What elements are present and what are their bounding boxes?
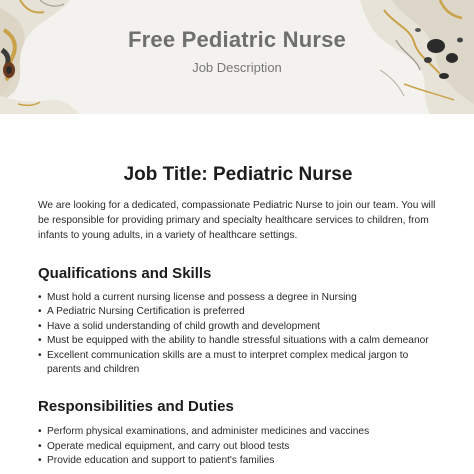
bullet-icon: • (38, 320, 42, 332)
qualifications-heading: Qualifications and Skills (38, 265, 212, 282)
list-item (38, 305, 438, 319)
intro-paragraph: We are looking for a dedicated, compassionate Pediatric Nurse to join our team. You will be responsible for providing primary and specialty healthcare services to children, from infants to young adults, in a variety of healthcare settings. (38, 200, 436, 241)
list-item-text: Perform physical examinations, and administer medicines and vaccines (47, 426, 370, 438)
list-item-text: Must hold a current nursing license and possess a degree in Nursing (47, 292, 357, 303)
bullet-icon: • (38, 349, 42, 361)
list-item-text: Excellent communication skills are a must to interpret complex medical jargon to parents and children (47, 349, 409, 376)
list-item (38, 425, 438, 439)
bullet-icon: • (38, 426, 42, 438)
bullet-icon: • (38, 440, 42, 452)
qualifications-list (38, 291, 438, 377)
bullet-icon: • (38, 306, 42, 318)
list-item (38, 291, 438, 305)
job-title-heading: Job Title: Pediatric Nurse (123, 164, 353, 185)
list-item-text: Must be equipped with the ability to handle stressful situations with a calm demeanor (47, 335, 429, 347)
bullet-icon: • (38, 292, 42, 303)
marble-ink-decoration-icon (0, 0, 474, 114)
responsibilities-list (38, 425, 438, 468)
document-title: Free Pediatric Nurse (128, 27, 346, 52)
bullet-icon: • (38, 455, 42, 467)
list-item (38, 454, 438, 468)
list-item (38, 334, 438, 348)
list-item-text: Provide education and support to patient's families (47, 455, 275, 467)
header-banner (0, 0, 474, 114)
responsibilities-heading: Responsibilities and Duties (38, 398, 234, 416)
document-subtitle: Job Description (192, 60, 282, 75)
list-item (38, 349, 438, 378)
list-item-text: Operate medical equipment, and carry out blood tests (47, 440, 290, 452)
bullet-icon: • (38, 335, 42, 347)
list-item-text: A Pediatric Nursing Certification is preferred (47, 306, 245, 318)
list-item (38, 320, 438, 334)
document-body (38, 163, 438, 469)
list-item (38, 440, 438, 454)
list-item-text: Have a solid understanding of child growth and development (47, 320, 320, 332)
